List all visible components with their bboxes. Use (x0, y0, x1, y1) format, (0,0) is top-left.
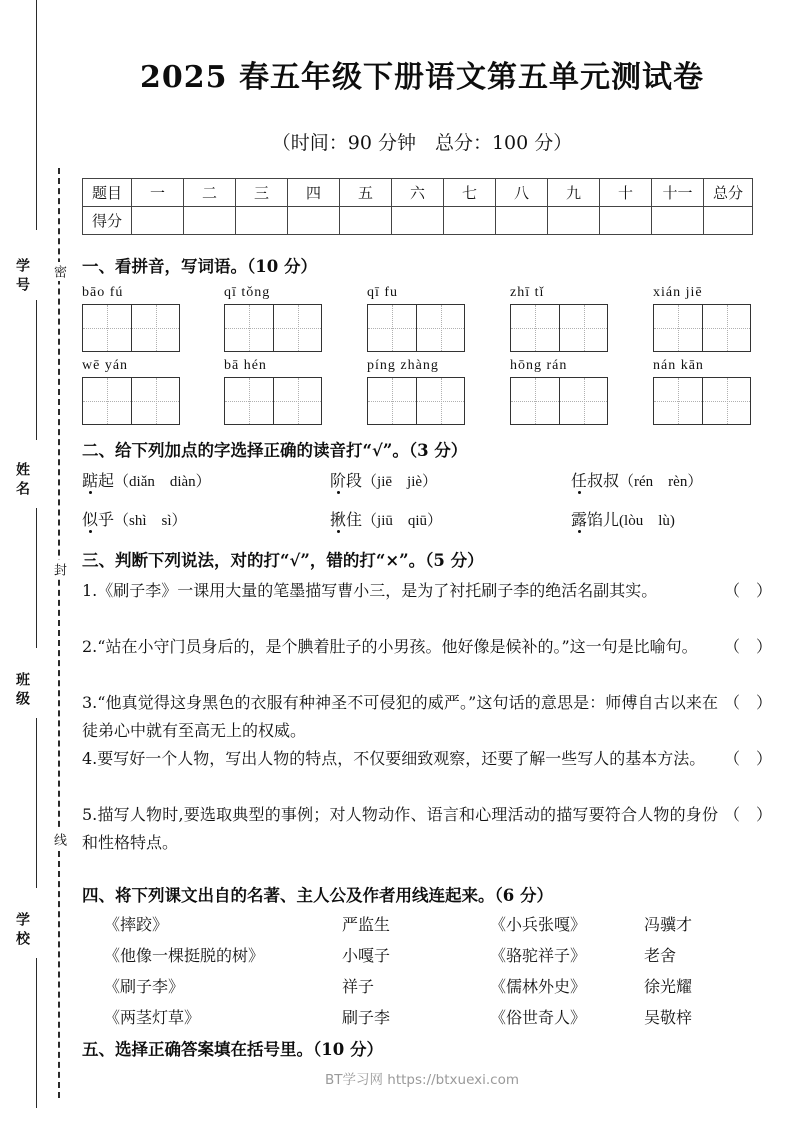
pinyin-word-block (224, 285, 322, 352)
score-table-col-6: 六 (392, 179, 444, 207)
pronunciation-options[interactable]: （rén rèn） (619, 474, 703, 490)
score-cell[interactable] (600, 207, 652, 235)
pronunciation-row-2 (82, 507, 772, 537)
pronunciation-row-1 (82, 468, 772, 498)
margin-field-xuexiao[interactable]: 学校 (14, 912, 30, 950)
pronunciation-item[interactable] (571, 468, 702, 491)
judgement-text: 5.描写人物时,要选取典型的事例；对人物动作、语言和心理活动的描写要符合人物的身份和性格特点。 (82, 805, 718, 852)
margin-field-xingming[interactable]: 姓名 (14, 462, 30, 500)
pinyin-text: qī tǒng (224, 285, 271, 300)
pronunciation-options[interactable]: （jiū qiū） (362, 513, 443, 529)
matching-row (82, 974, 772, 1005)
binding-rule-segment (36, 718, 37, 888)
tianzige-grid[interactable] (510, 377, 608, 425)
match-item-person[interactable]: 小嘎子 (342, 946, 391, 965)
tianzige-grid[interactable] (82, 377, 180, 425)
score-cell[interactable] (340, 207, 392, 235)
match-item-person[interactable]: 祥子 (342, 977, 375, 996)
tianzige-grid[interactable] (367, 304, 465, 352)
pronunciation-options[interactable]: （jiē jiè） (362, 474, 438, 490)
pinyin-word-block (510, 285, 608, 352)
pronunciation-options[interactable]: (lòu lù) (619, 513, 675, 529)
answer-bracket[interactable]: （ ） (723, 581, 772, 600)
pronunciation-item[interactable] (571, 507, 675, 530)
pinyin-word-block (653, 285, 751, 352)
pinyin-word-block (367, 358, 465, 425)
match-item-author[interactable]: 冯骥才 (644, 915, 693, 934)
judgement-item[interactable] (82, 801, 772, 857)
seal-word-mi: 密 (49, 262, 68, 281)
answer-bracket[interactable]: （ ） (723, 805, 772, 824)
dotted-character: 露 (571, 507, 587, 530)
score-cell[interactable] (236, 207, 288, 235)
dotted-character: 踮 (82, 468, 98, 491)
score-table-col-1: 一 (132, 179, 184, 207)
section-heading-4: 四、将下列课文出自的名著、主人公及作者用线连起来。（6 分） (82, 886, 553, 905)
score-cell[interactable] (548, 207, 600, 235)
table-row (83, 179, 753, 207)
match-item-text[interactable]: 《他像一棵挺脱的树》 (104, 946, 265, 965)
score-cell[interactable] (392, 207, 444, 235)
pinyin-word-block (82, 285, 180, 352)
match-item-book[interactable]: 《骆驼祥子》 (490, 946, 587, 965)
score-cell[interactable] (444, 207, 496, 235)
page-title: 2025 春五年级下册语文第五单元测试卷 (140, 60, 704, 95)
seal-word-xian: 线 (49, 830, 68, 849)
table-row (83, 207, 753, 235)
score-table-col-3: 三 (236, 179, 288, 207)
pronunciation-options[interactable]: （diǎn diàn） (114, 474, 211, 490)
pinyin-word-block (367, 285, 465, 352)
exam-page (82, 0, 793, 1122)
matching-row (82, 943, 772, 974)
match-item-text[interactable]: 《刷子李》 (104, 977, 185, 996)
score-table-col-10: 十 (600, 179, 652, 207)
matching-row (82, 1005, 772, 1036)
seal-word-feng: 封 (49, 560, 68, 579)
judgement-text: 3.“他真觉得这身黑色的衣服有种神圣不可侵犯的威严。”这句话的意思是：师傅自古以来在徒弟心中就有至高无上的权威。 (82, 693, 718, 740)
pinyin-text: zhī tǐ (510, 285, 545, 300)
score-cell[interactable] (184, 207, 236, 235)
pinyin-text: hōng rán (510, 358, 568, 373)
section-heading-2: 二、给下列加点的字选择正确的读音打“√”。（3 分） (82, 441, 468, 460)
margin-field-banji[interactable]: 班级 (14, 672, 30, 710)
section-heading-3: 三、判断下列说法，对的打“√”，错的打“×”。（5 分） (82, 551, 484, 570)
judgement-item[interactable] (82, 745, 772, 773)
dotted-character: 阶 (330, 468, 346, 491)
judgement-item[interactable] (82, 633, 772, 661)
judgement-item[interactable] (82, 577, 772, 605)
pinyin-text: bāo fú (82, 285, 124, 300)
word-rest: 段 (346, 471, 363, 490)
tianzige-grid[interactable] (82, 304, 180, 352)
word-rest: 叔叔 (587, 471, 620, 490)
answer-bracket[interactable]: （ ） (723, 637, 772, 656)
pinyin-word-block (224, 358, 322, 425)
pronunciation-options[interactable]: （shì sì） (114, 513, 187, 529)
pinyin-text: qī fu (367, 285, 399, 300)
tianzige-grid[interactable] (224, 377, 322, 425)
word-rest: 起 (98, 471, 115, 490)
pinyin-word-block (82, 358, 180, 425)
match-item-book[interactable]: 《小兵张嘎》 (490, 915, 587, 934)
tianzige-grid[interactable] (367, 377, 465, 425)
pinyin-word-block (653, 358, 751, 425)
section-heading-5: 五、选择正确答案填在括号里。（10 分） (82, 1040, 383, 1059)
tianzige-grid[interactable] (653, 377, 751, 425)
judgement-item[interactable] (82, 689, 772, 745)
tianzige-grid[interactable] (653, 304, 751, 352)
score-table-row-label: 题目 (83, 179, 132, 207)
dotted-character: 任 (571, 468, 587, 491)
score-table-col-8: 八 (496, 179, 548, 207)
matching-row (82, 912, 772, 943)
pronunciation-item[interactable] (82, 468, 211, 491)
match-item-author[interactable]: 徐光耀 (644, 977, 693, 996)
score-cell[interactable] (652, 207, 704, 235)
binding-rule-segment (36, 508, 37, 648)
judgement-text: 2.“站在小守门员身后的，是个腆着肚子的小男孩。他好像是候补的。”这一句是比喻句。 (82, 637, 698, 656)
pinyin-text: xián jiē (653, 285, 703, 300)
score-table (82, 178, 753, 235)
judgement-text: 4.要写好一个人物，写出人物的特点，不仅要细致观察，还要了解一些写人的基本方法。 (82, 749, 706, 768)
score-table-col-9: 九 (548, 179, 600, 207)
seal-dashed-line (58, 168, 60, 1098)
dotted-character: 似 (82, 507, 98, 530)
pinyin-text: nán kān (653, 358, 704, 373)
score-table-col-5: 五 (340, 179, 392, 207)
word-rest: 乎 (98, 510, 115, 529)
match-item-person[interactable]: 刷子李 (342, 1008, 391, 1027)
pinyin-text: bā hén (224, 358, 267, 373)
margin-field-xuehao[interactable]: 学号 (14, 258, 30, 296)
score-table-row-label: 得分 (83, 207, 132, 235)
match-item-person[interactable]: 严监生 (342, 915, 391, 934)
match-item-author[interactable]: 老舍 (644, 946, 677, 965)
score-cell[interactable] (496, 207, 548, 235)
answer-bracket[interactable]: （ ） (723, 693, 772, 712)
pronunciation-item[interactable] (82, 507, 187, 530)
word-rest: 住 (346, 510, 363, 529)
pronunciation-item[interactable] (330, 507, 442, 530)
score-cell[interactable] (288, 207, 340, 235)
pinyin-text: píng zhàng (367, 358, 439, 373)
word-rest: 馅儿 (587, 510, 620, 529)
binding-rule-segment (36, 300, 37, 440)
match-item-text[interactable]: 《摔跤》 (104, 915, 169, 934)
dotted-character: 揪 (330, 507, 346, 530)
match-item-text[interactable]: 《两茎灯草》 (104, 1008, 201, 1027)
pronunciation-item[interactable] (330, 468, 437, 491)
match-item-book[interactable]: 《俗世奇人》 (490, 1008, 587, 1027)
judgement-text: 1.《刷子李》一课用大量的笔墨描写曹小三，是为了衬托刷子李的绝活名副其实。 (82, 581, 658, 600)
tianzige-grid[interactable] (224, 304, 322, 352)
page-subtitle: （时间：90 分钟 总分：100 分） (271, 132, 573, 154)
pinyin-text: wē yán (82, 358, 129, 373)
answer-bracket[interactable]: （ ） (723, 749, 772, 768)
tianzige-grid[interactable] (510, 304, 608, 352)
pinyin-word-block (510, 358, 608, 425)
score-cell-total[interactable] (704, 207, 753, 235)
binding-rule-segment (36, 958, 37, 1108)
match-item-book[interactable]: 《儒林外史》 (490, 977, 587, 996)
score-table-col-4: 四 (288, 179, 340, 207)
score-table-col-2: 二 (184, 179, 236, 207)
binding-rule-segment (36, 0, 37, 230)
score-table-col-7: 七 (444, 179, 496, 207)
score-cell[interactable] (132, 207, 184, 235)
section-heading-1: 一、看拼音，写词语。（10 分） (82, 257, 317, 276)
score-table-col-total: 总分 (704, 179, 753, 207)
footer-watermark: BT学习网 https://btxuexi.com (324, 1072, 520, 1088)
match-item-author[interactable]: 吴敬梓 (644, 1008, 693, 1027)
binding-margin (0, 0, 82, 1122)
score-table-col-11: 十一 (652, 179, 704, 207)
